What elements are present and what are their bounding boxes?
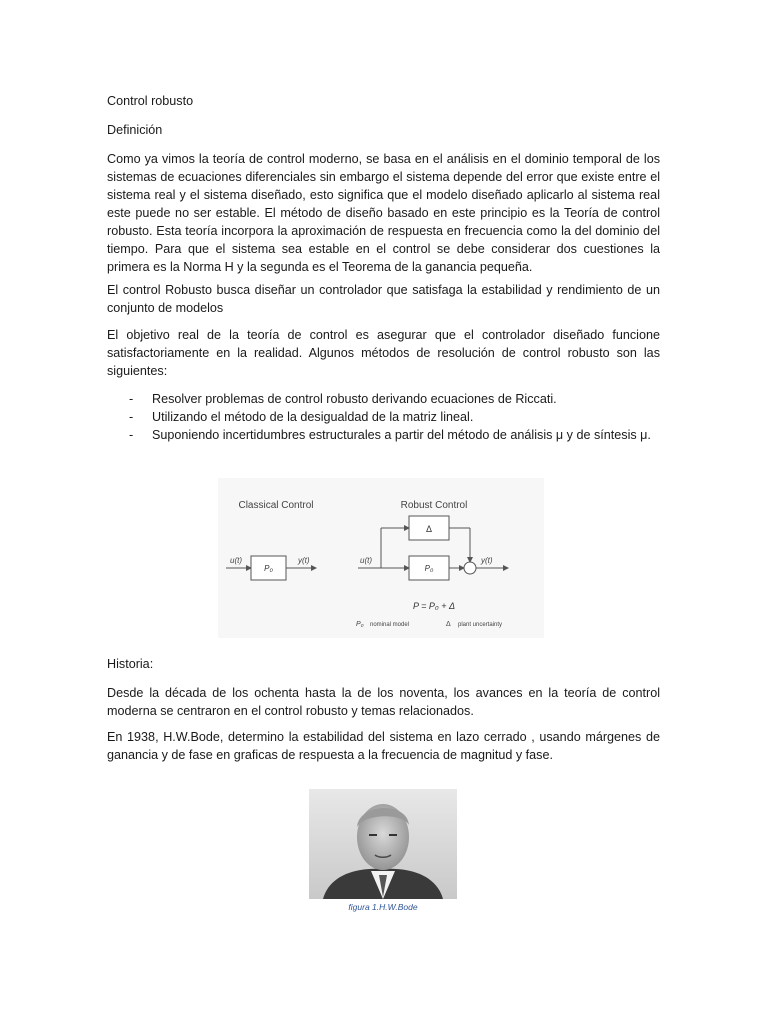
legend-nominal-symbol: P₀ [356, 621, 364, 628]
bullet-dash: - [129, 392, 134, 406]
robust-input-label: u(t) [360, 556, 372, 565]
definition-heading: Definición [107, 123, 163, 137]
summing-junction [464, 562, 476, 574]
bullet-dash: - [129, 428, 134, 442]
intro-paragraph: Como ya vimos la teoría de control moderno, se basa en el análisis en el dominio temporal de los sistemas de ecuaciones diferenciales sin embargo el sistema depende del error que existe entre el sistema real y el sistema diseñado, esto significa que el modelo diseñado aplicarlo al sistema real este puede no ser estable. El método de diseño basado en este principio es la Teoría de control robusto. Esta teoría incorpora la aproximación de respuesta en frecuencia como la del dominio del tiempo. Para que el sistema sea estable en el control se debe considerar dos cuestiones la primera es la Norma H y la segunda es el Teorema de la ganancia pequeña. [107, 152, 660, 274]
document-title: Control robusto [107, 94, 194, 108]
list-item-text: Utilizando el método de la desigualdad de la matriz lineal. [152, 410, 474, 424]
list-item-text: Suponiendo incertidumbres estructurales a partir del método de análisis μ y de síntesis μ. [152, 428, 651, 442]
legend-nominal: nominal model [370, 622, 410, 628]
classical-output-label: y(t) [298, 556, 310, 565]
classical-plant-label: P₀ [264, 564, 273, 573]
control-diagram [218, 478, 544, 638]
robust-output-label: y(t) [481, 556, 493, 565]
list-item [107, 426, 667, 444]
history-heading: Historia: [107, 657, 154, 671]
list-item-text: Resolver problemas de control robusto derivando ecuaciones de Riccati. [152, 392, 557, 406]
robust-title: Robust Control [400, 500, 468, 511]
bode-portrait [309, 789, 457, 899]
legend-uncertainty-symbol: Δ [446, 621, 451, 628]
robust-plant-label: P₀ [424, 564, 434, 573]
objective-paragraph: El objetivo real de la teoría de control es asegurar que el controlador diseñado funcione satisfactoriamente en la realidad. Algunos métodos de resolución de control robusto son las siguientes: [107, 328, 660, 378]
classical-title: Classical Control [238, 500, 314, 511]
list-item [107, 408, 667, 426]
classical-input-label: u(t) [230, 556, 242, 565]
history-paragraph-2: En 1938, H.W.Bode, determino la estabilidad del sistema en lazo cerrado , usando márgenes de ganancia y de fase en graficas de respuesta a la frecuencia de magnitud y fase. [107, 730, 660, 762]
robust-goal-paragraph: El control Robusto busca diseñar un controlador que satisfaga la estabilidad y rendimiento de un conjunto de modelos [107, 283, 660, 315]
figure-caption: figura 1.H.W.Bode [348, 902, 418, 912]
plant-equation: P = P₀ + Δ [412, 601, 456, 611]
legend-uncertainty: plant uncertainty [458, 622, 503, 628]
bullet-dash: - [129, 410, 134, 424]
methods-list [107, 390, 667, 444]
delta-label: Δ [425, 524, 433, 534]
list-item [107, 390, 667, 408]
history-paragraph-1: Desde la década de los ochenta hasta la de los noventa, los avances en la teoría de control moderna se centraron en el control robusto y temas relacionados. [107, 686, 660, 718]
